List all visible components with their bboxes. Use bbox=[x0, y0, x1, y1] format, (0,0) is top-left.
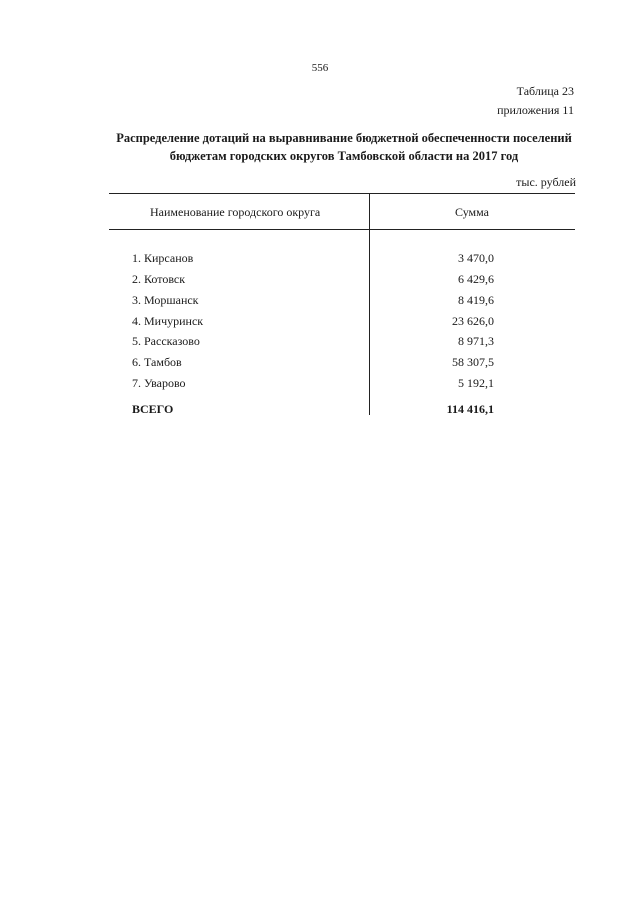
total-sum: 114 416,1 bbox=[446, 402, 494, 416]
page-number: 556 bbox=[311, 62, 329, 74]
row-sum: 8 419,6 bbox=[458, 293, 494, 307]
document-title-line2: бюджетам городских округов Тамбовской области на 2017 год bbox=[169, 149, 519, 163]
row-name: 7. Уварово bbox=[132, 376, 186, 390]
row-name: 1. Кирсанов bbox=[132, 251, 194, 265]
row-name: 5. Рассказово bbox=[132, 334, 200, 348]
units-label: тыс. рублей bbox=[516, 175, 576, 189]
row-sum: 58 307,5 bbox=[452, 355, 494, 369]
column-header-sum: Сумма bbox=[455, 205, 489, 219]
row-sum: 3 470,0 bbox=[458, 251, 494, 265]
document-title-line1: Распределение дотаций на выравнивание бюджетной обеспеченности поселений bbox=[116, 131, 572, 145]
column-header-name: Наименование городского округа bbox=[150, 205, 321, 219]
table-column-divider bbox=[369, 193, 370, 415]
row-name: 6. Тамбов bbox=[132, 355, 182, 369]
table-header-rule bbox=[109, 229, 575, 230]
document-title bbox=[100, 129, 588, 165]
row-sum: 23 626,0 bbox=[452, 314, 494, 328]
row-sum: 6 429,6 bbox=[458, 272, 494, 286]
row-sum: 8 971,3 bbox=[458, 334, 494, 348]
total-label: ВСЕГО bbox=[132, 402, 174, 416]
row-name: 2. Котовск bbox=[132, 272, 186, 286]
row-name: 4. Мичуринск bbox=[132, 314, 204, 328]
table-ref-number: Таблица 23 bbox=[516, 84, 574, 98]
row-name: 3. Моршанск bbox=[132, 293, 199, 307]
table-top-rule bbox=[109, 193, 575, 194]
table-ref-appendix: приложения 11 bbox=[497, 103, 574, 117]
row-sum: 5 192,1 bbox=[458, 376, 494, 390]
